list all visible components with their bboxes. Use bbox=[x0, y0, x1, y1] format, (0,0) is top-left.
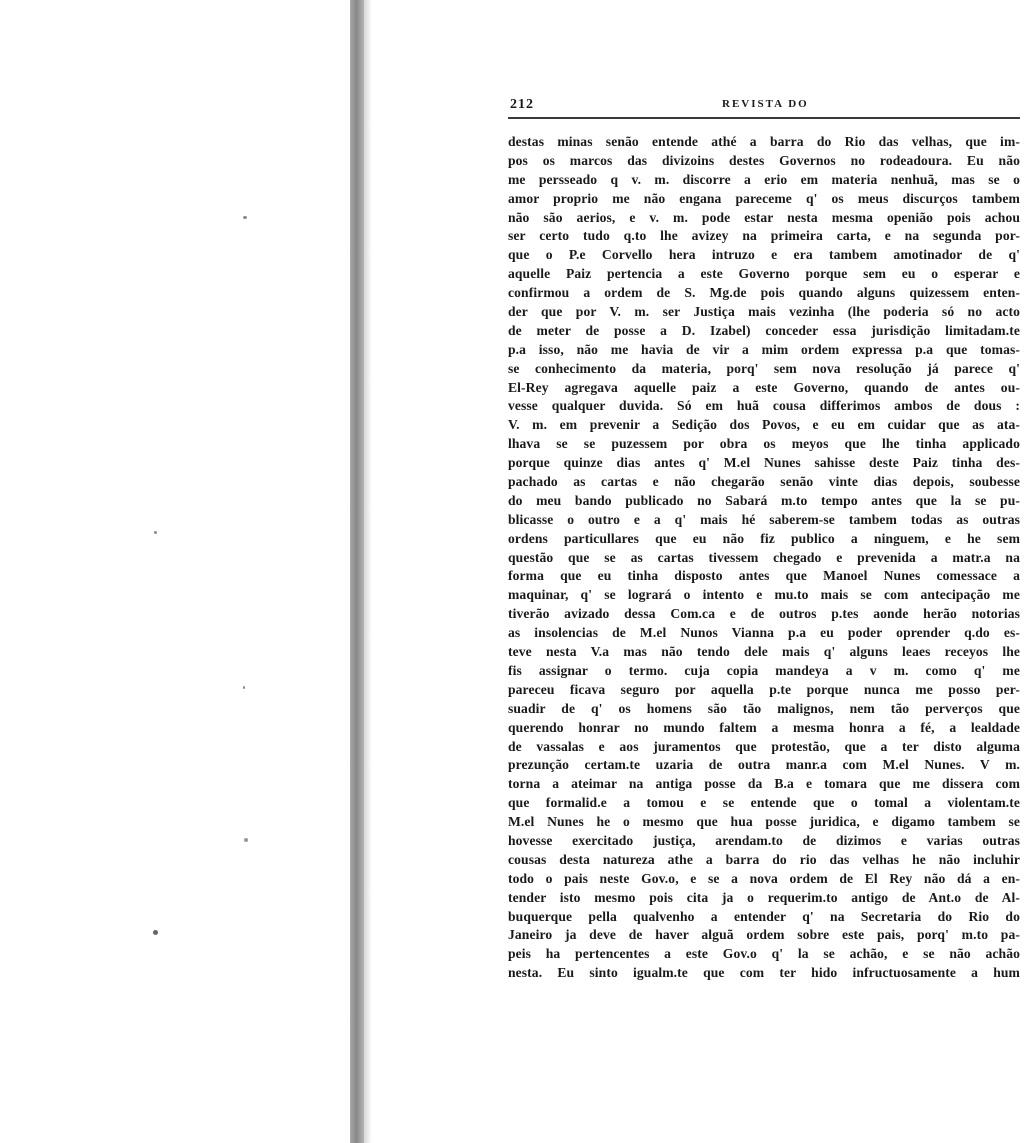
text-line: p.a isso, não me havia de vir a mim ordem expressa p.a que tomas- bbox=[508, 341, 1020, 357]
text-line: destas minas senão entende athé a barra do Rio das velhas, que im- bbox=[508, 134, 1020, 149]
text-line: do meu bando publicado no Sabará m.to tempo antes que la se pu- bbox=[508, 492, 1020, 508]
text-line: tender isto mesmo pois cita ja o requerim.to antigo de Ant.o de Al- bbox=[508, 889, 1020, 905]
text-line: M.el Nunes he o mesmo que hua posse juridica, e digamo tambem se bbox=[508, 814, 1020, 830]
gutter-shadow bbox=[364, 0, 372, 1143]
text-line: torna a ateimar na antiga posse da B.a e tomara que me dissera com bbox=[508, 776, 1020, 792]
paper-speck bbox=[153, 930, 158, 935]
right-page bbox=[490, 95, 1020, 983]
text-line: fis assignar o termo. cuja copia mandeya a v m. como q' me bbox=[508, 662, 1020, 678]
page-number: 212 bbox=[510, 97, 534, 112]
text-line: as insolencias de M.el Nunos Vianna p.a eu poder oprender q.do es- bbox=[508, 625, 1020, 641]
journal-title: REVISTA DO bbox=[722, 98, 809, 110]
text-line: ser certo tudo q.to lhe avizey na primeira carta, e na segunda por- bbox=[508, 228, 1020, 244]
text-line: querendo honrar no mundo faltem a mesma honra a fé, a lealdade bbox=[508, 719, 1020, 735]
text-line: hovesse exercitado justiça, arendam.to de dizimos e varias outras bbox=[508, 832, 1020, 848]
text-line: questão que se as cartas tivessem chegado e prevenida a matr.a na bbox=[508, 549, 1020, 565]
text-line: cousas desta natureza athe a barra do rio das velhas he não incluhir bbox=[508, 851, 1020, 867]
text-line: ordens particullares que eu não fiz publico a ninguem, e he sem bbox=[508, 530, 1020, 546]
text-line: suadir de q' os homens são tão malignos, nem tão perverços que bbox=[508, 700, 1020, 716]
text-line: pachado as cartas e não chegarão senão vinte dias depois, soubesse bbox=[508, 474, 1020, 490]
text-line: V. m. em prevenir a Sedição dos Povos, e eu em cuidar que as ata- bbox=[508, 417, 1020, 433]
book-gutter bbox=[350, 0, 364, 1143]
text-line: tiverão avizado dessa Com.ca e de outros p.tes aonde herão notorias bbox=[508, 606, 1020, 622]
text-line: aquelle Paiz pertencia a este Governo porque sem eu o esperar e bbox=[508, 266, 1020, 282]
text-line: prezunção certam.te uzaria de outra manr.a com M.el Nunes. V m. bbox=[508, 757, 1020, 773]
text-line: El-Rey agregava aquelle paiz a este Governo, quando de antes ou- bbox=[508, 379, 1020, 395]
text-line: blicasse o outro e a q' mais hé saberem-se tambem todas as outras bbox=[508, 511, 1020, 527]
paper-speck bbox=[243, 686, 245, 689]
paper-speck bbox=[154, 531, 157, 534]
text-line: buquerque pella qualvenho a entender q' na Secretaria do Rio do bbox=[508, 908, 1020, 924]
text-line: porque quinze dias antes q' M.el Nunes sahisse deste Paiz tinha des- bbox=[508, 455, 1020, 471]
text-line: amor proprio me não engana pareceme q' os meus discurços tambem bbox=[508, 190, 1020, 206]
text-line: teve nesta V.a mas não tendo dele mais q' alguns leaes receyos lhe bbox=[508, 644, 1020, 660]
text-line: me persseado q v. m. discorre a erio em materia nenhuã, mas se o bbox=[508, 171, 1020, 187]
left-page-blank bbox=[0, 0, 352, 1143]
text-line: pos os marcos das divizoins destes Governos no rodeadoura. Eu não bbox=[508, 152, 1020, 168]
paper-speck bbox=[244, 838, 248, 842]
text-line: vesse qualquer duvida. Só em huã cousa differimos ambos de dous : bbox=[508, 398, 1020, 414]
running-head bbox=[490, 95, 1020, 115]
text-line: Janeiro ja deve de haver alguã ordem sobre este pais, porq' m.to pa- bbox=[508, 927, 1020, 943]
text-line: forma que eu tinha disposto antes que Manoel Nunes comessace a bbox=[508, 568, 1020, 584]
text-line: pareceu ficava seguro por aquella p.te porque nunca me posso per- bbox=[508, 681, 1020, 697]
text-line: que o P.e Corvello hera intruzo e era tambem amotinador de q' bbox=[508, 247, 1020, 263]
text-line: der que por V. m. ser Justiça mais vezinha (lhe poderia só no acto bbox=[508, 304, 1020, 320]
text-line: confirmou a ordem de S. Mg.de pois quando alguns quizessem enten- bbox=[508, 285, 1020, 301]
text-line: nesta. Eu sinto igualm.te que com ter hido infructuosamente a hum bbox=[508, 965, 1020, 981]
text-line: não são aerios, e v. m. pode estar nesta mesma openião pois achou bbox=[508, 209, 1020, 225]
paper-speck bbox=[243, 216, 247, 219]
text-line: peis ha pertencentes a este Gov.o q' la se achão, e se não achão bbox=[508, 946, 1020, 962]
text-line: todo o pais neste Gov.o, e se a nova ordem de El Rey não dá a en- bbox=[508, 870, 1020, 886]
text-line: lhava se se puzessem por obra os meyos que lhe tinha applicado bbox=[508, 436, 1020, 452]
text-line: maquinar, q' se logrará o intento e mu.to mais se com antecipação me bbox=[508, 587, 1020, 603]
text-line: que formalid.e a tomou e se entende que o tomal a violentam.te bbox=[508, 795, 1020, 811]
text-line: de meter de posse a D. Izabel) conceder essa jurisdição limitadam.te bbox=[508, 322, 1020, 338]
header-rule bbox=[508, 117, 1020, 119]
body-text bbox=[508, 133, 1020, 983]
text-line: se conhecimento da materia, porq' sem nova resolução já parece q' bbox=[508, 360, 1020, 376]
text-line: de vassalas e aos juramentos que protestão, que a ter disto alguma bbox=[508, 738, 1020, 754]
